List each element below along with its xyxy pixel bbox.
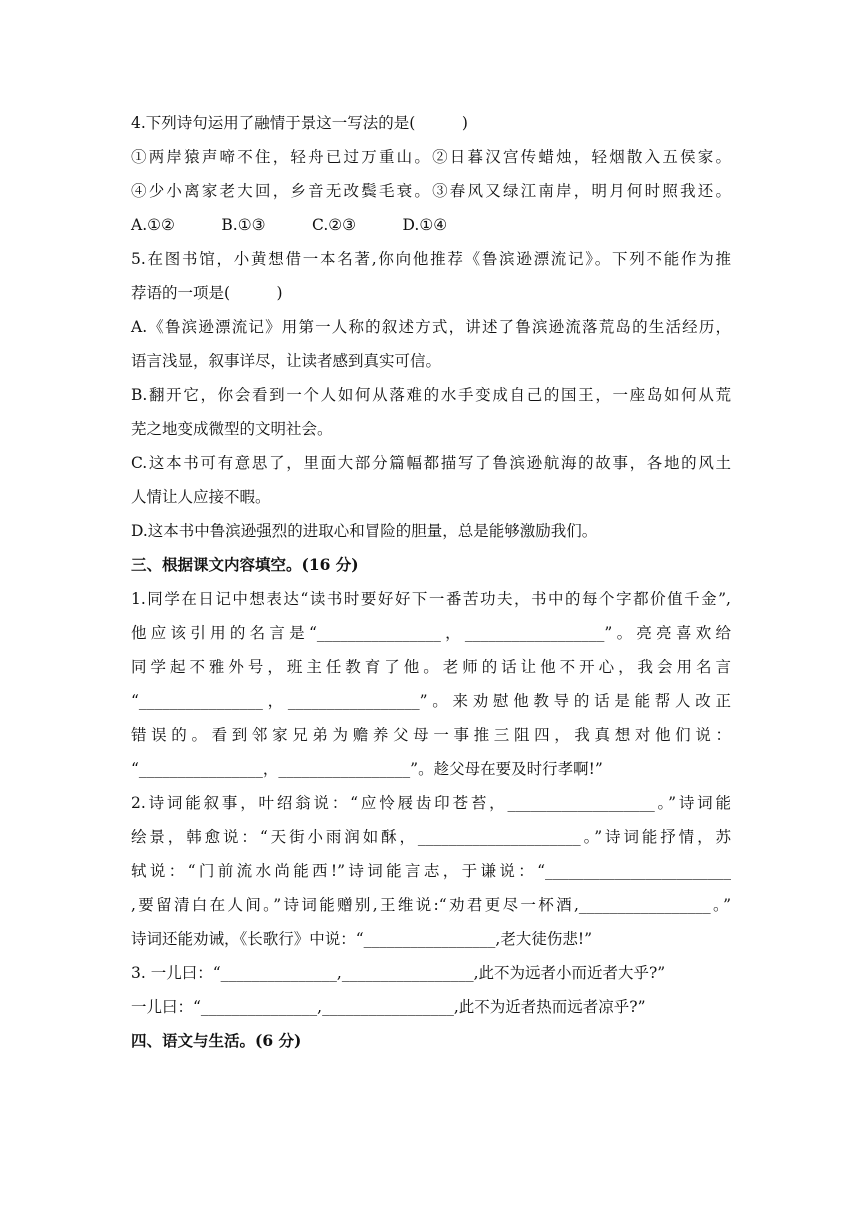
fill-1-line-6: “________________，_________________”。趁父母在要及时行孝啊!” xyxy=(131,760,603,778)
fill-2-line-1: 2.诗词能叙事，叶绍翁说：“应怜屐齿印苍苔，___________________。”诗词能 xyxy=(131,794,731,812)
fill-2-line-5: 诗词还能劝诫，《长歌行》中说：“_________________,老大徒伤悲!” xyxy=(131,930,593,948)
fill-2-line-3: 轼说：“门前流水尚能西!”诗词能言志，于谦说：“________________________ xyxy=(131,862,731,880)
fill-1-line-5: 错误的。看到邻家兄弟为赡养父母一事推三阻四，我真想对他们说： xyxy=(131,726,731,744)
question-5-option-d: D.这本书中鲁滨逊强烈的进取心和冒险的胆量，总是能够激励我们。 xyxy=(131,522,598,540)
question-5-option-b-line-2: 芜之地变成微型的文明社会。 xyxy=(131,420,333,438)
question-5-option-a-line-1: A.《鲁滨逊漂流记》用第一人称的叙述方式，讲述了鲁滨逊流落荒岛的生活经历， xyxy=(131,318,731,336)
fill-3-line-2: 一儿曰：“_______________,_________________,此不为近者热而远者凉乎?” xyxy=(131,998,646,1016)
section-4-heading: 四、语文与生活。(6 分) xyxy=(131,1031,302,1050)
question-4-stem: 4.下列诗句运用了融情于景这一写法的是( ) xyxy=(131,114,468,132)
fill-3-line-1: 3. 一儿曰：“_______________,_________________,此不为远者小而近者大乎?” xyxy=(131,964,666,982)
question-4-poems-line-1: ①两岸猿声啼不住，轻舟已过万重山。②日暮汉宫传蜡烛，轻烟散入五侯家。 xyxy=(131,148,731,166)
fill-1-line-1: 1.同学在日记中想表达“读书时要好好下一番苦功夫，书中的每个字都价值千金”, xyxy=(131,590,731,608)
question-4-options: A.①② B.①③ C.②③ D.①④ xyxy=(131,216,448,234)
fill-2-line-4: ,要留清白在人间。”诗词能赠别,王维说:“劝君更尽一杯酒,_________________。” xyxy=(131,896,731,914)
section-3-heading: 三、根据课文内容填空。(16 分) xyxy=(131,555,359,574)
fill-1-line-2: 他应该引用的名言是“________________，__________________”。亮亮喜欢给 xyxy=(131,624,731,642)
fill-2-line-2: 绘景，韩愈说：“天街小雨润如酥，_____________________。”诗词能抒情，苏 xyxy=(131,828,731,846)
question-5-option-b-line-1: B.翻开它，你会看到一个人如何从落难的水手变成自己的国王，一座岛如何从荒 xyxy=(131,386,731,404)
question-5-stem-line-1: 5.在图书馆，小黄想借一本名著,你向他推荐《鲁滨逊漂流记》。下列不能作为推 xyxy=(131,250,731,268)
question-5-option-c-line-2: 人情让人应接不暇。 xyxy=(131,488,271,506)
question-5-stem-line-2: 荐语的一项是( ) xyxy=(131,284,283,302)
fill-1-line-4: “________________，_________________”。来劝慰他教导的话是能帮人改正 xyxy=(131,692,731,710)
fill-1-line-3: 同学起不雅外号，班主任教育了他。老师的话让他不开心，我会用名言 xyxy=(131,658,731,676)
question-5-option-c-line-1: C.这本书可有意思了，里面大部分篇幅都描写了鲁滨逊航海的故事，各地的风土 xyxy=(131,454,731,472)
question-4-poems-line-2: ④少小离家老大回，乡音无改鬓毛衰。③春风又绿江南岸，明月何时照我还。 xyxy=(131,182,731,200)
question-5-option-a-line-2: 语言浅显，叙事详尽，让读者感到真实可信。 xyxy=(131,352,442,370)
